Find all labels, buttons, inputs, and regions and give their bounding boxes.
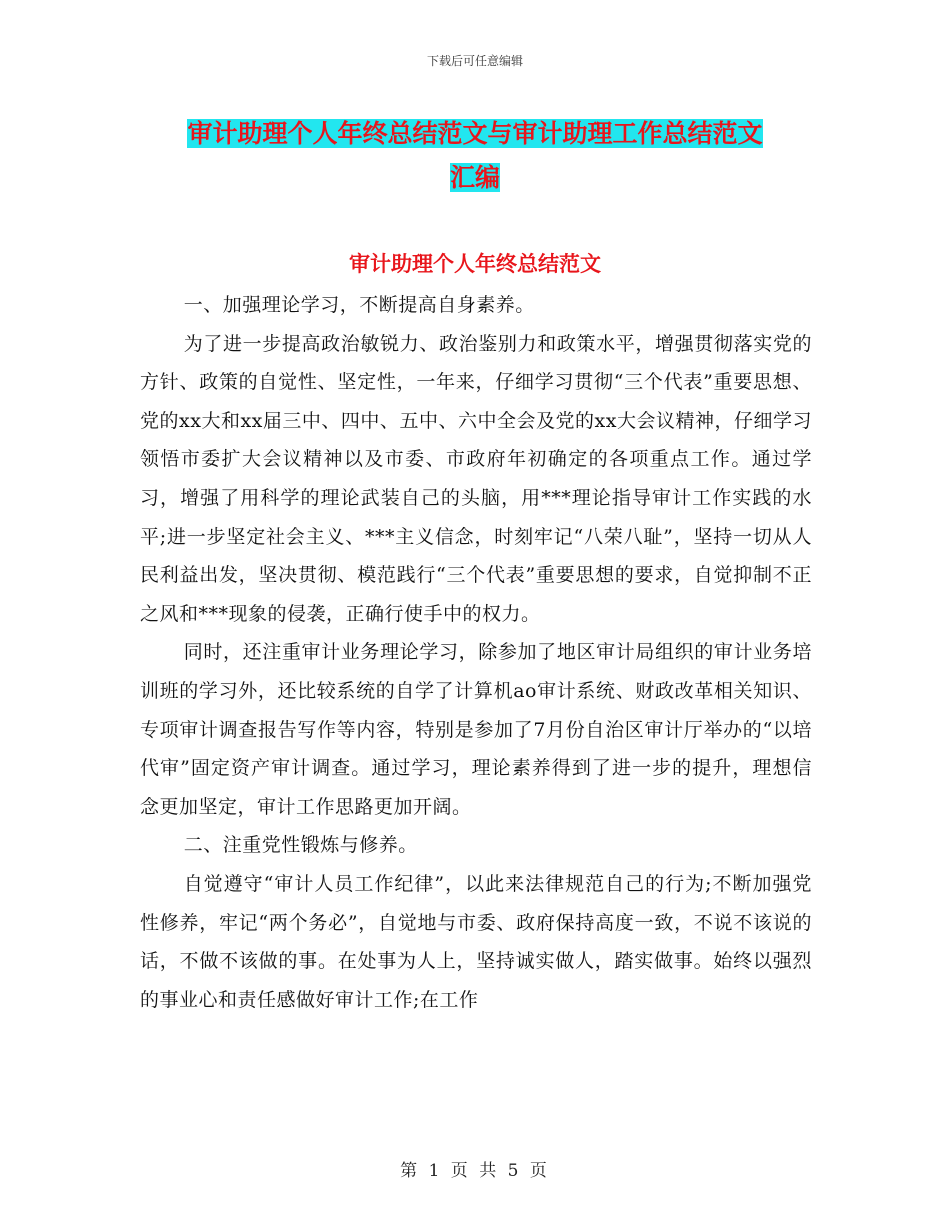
- page-footer: 第 1 页 共 5 页: [400, 1161, 550, 1181]
- title-line-1: 审计助理个人年终总结范文与审计助理工作总结范文: [187, 119, 763, 148]
- paragraph: 同时，还注重审计业务理论学习，除参加了地区审计局组织的审计业务培训班的学习外，还比较系统的自学了计算机ao审计系统、财政改革相关知识、专项审计调查报告写作等内容，特别是参加了7月份自治区审计厅举办的“以培代审”固定资产审计调查。通过学习，理论素养得到了进一步的提升，理想信念更加坚定，审计工作思路更加开阔。: [140, 641, 812, 818]
- paragraph-heading-1: 一、加强理论学习，不断提高自身素养。: [183, 294, 535, 316]
- paragraph: 为了进一步提高政治敏锐力、政治鉴别力和政策水平，增强贯彻落实党的方针、政策的自觉性、坚定性，一年来，仔细学习贯彻“三个代表”重要思想、党的xx大和xx届三中、四中、五中、六中全会及党的xx大会议精神，仔细学习领悟市委扩大会议精神以及市委、市政府年初确定的各项重点工作。通过学习，增强了用科学的理论武装自己的头脑，用***理论指导审计工作实践的水平;进一步坚定社会主义、***主义信念，时刻牢记“八荣八耻”，坚持一切从人民利益出发，坚决贯彻、模范践行“三个代表”重要思想的要求，自觉抑制不正之风和***现象的侵袭，正确行使手中的权力。: [140, 332, 812, 625]
- title-line-2: 汇编: [449, 163, 500, 192]
- paragraph-heading-2: 二、注重党性锻炼与修养。: [183, 834, 418, 857]
- header-note: 下载后可任意编辑: [426, 54, 523, 68]
- document-title: [140, 112, 810, 200]
- section-title: 审计助理个人年终总结范文: [349, 251, 601, 276]
- paragraph: 自觉遵守“审计人员工作纪律”，以此来法律规范自己的行为;不断加强党性修养，牢记“两个务必”，自觉地与市委、政府保持高度一致，不说不该说的话，不做不该做的事。在处事为人上，坚持诚实做人，踏实做事。始终以强烈的事业心和责任感做好审计工作;在工作: [140, 872, 812, 1011]
- body-text: [140, 286, 812, 1019]
